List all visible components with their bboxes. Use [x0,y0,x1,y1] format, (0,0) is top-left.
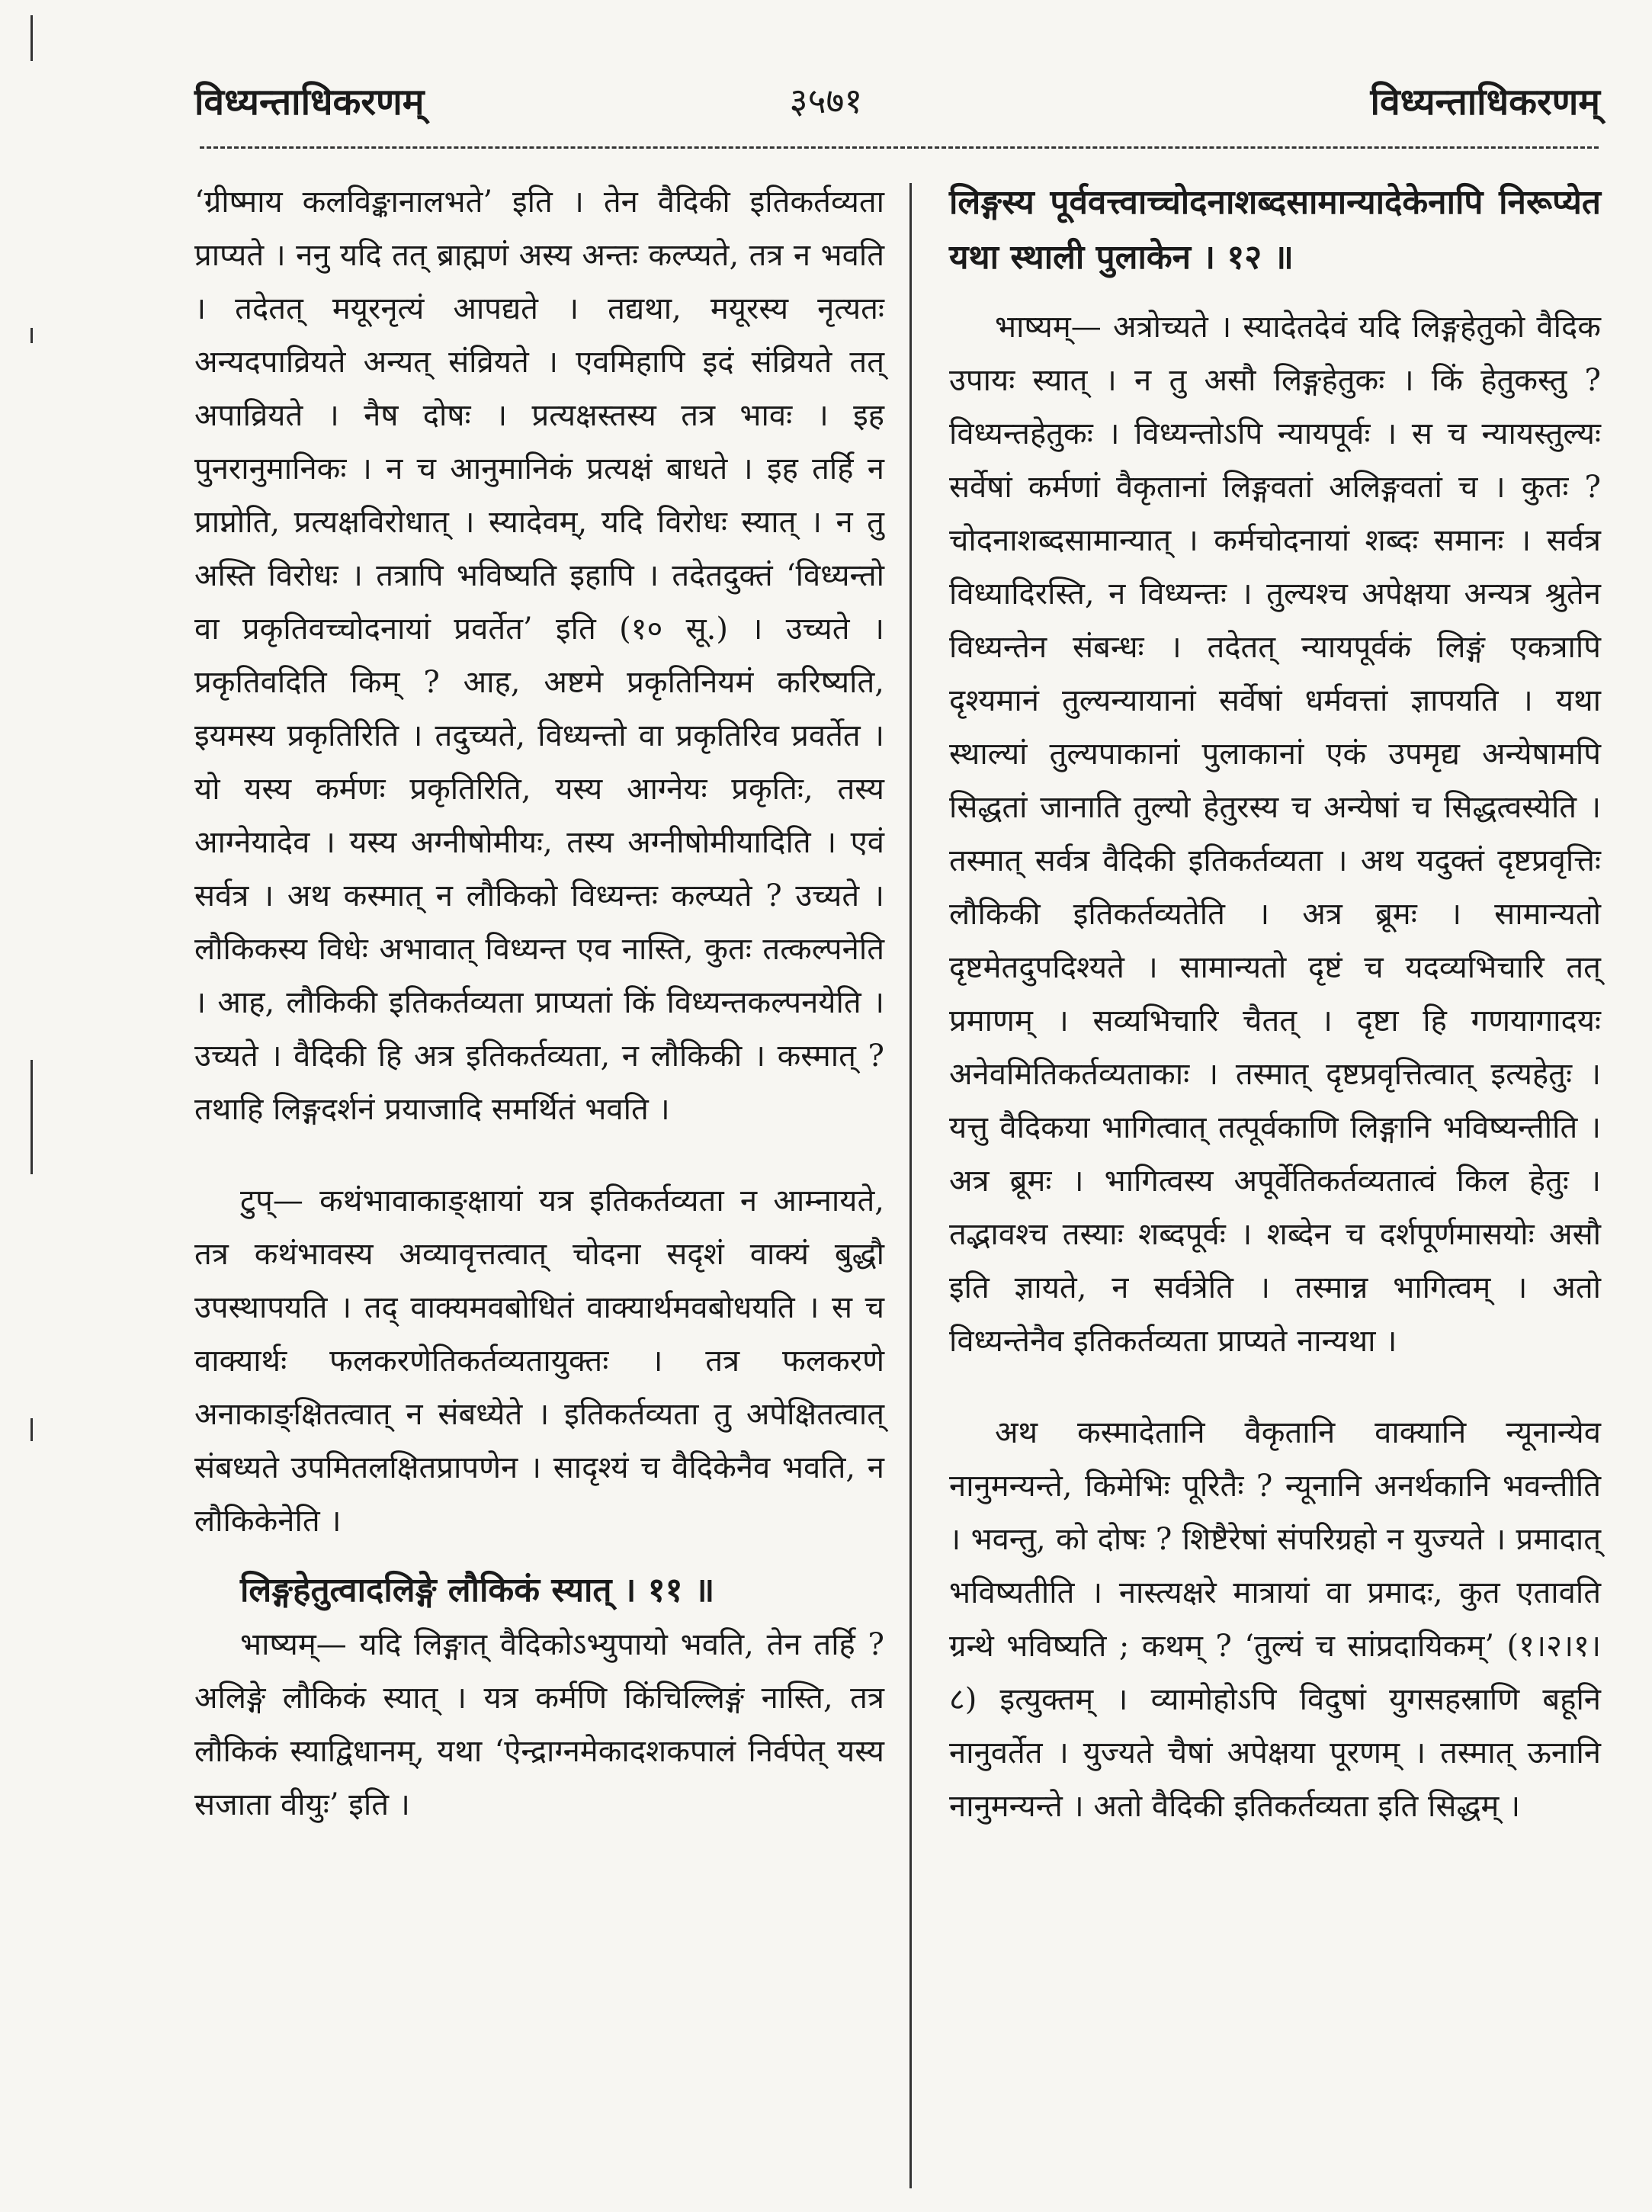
page-header [0,76,1652,137]
sutra-11: लिङ्गहेतुत्वादलिङ्गे लौकिकं स्यात् । ११ ॥ [240,1571,715,1610]
right-paragraph: अथ कस्मादेतानि वैकृतानि वाक्यानि न्यूनान्येव नानुमन्यन्ते, किमेभिः पूरितैः ? न्यूनानि अनर्थकानि भवन्तीति । भवन्तु, को दोषः ? शिष्टैरेषां संपरिग्रहो न युज्यते । प्रमादात् भविष्यतीति । नास्त्यक्षरे मात्रायां वा प्रमादः, कुत एतावति ग्रन्थे भविष्यति ; कथम् ? ‘तुल्यं च सांप्रदायिकम्’ (१।२।१।८) इत्युक्तम् । व्यामोहोऽपि विदुषां युगसहस्राणि बहूनि नानुवर्तेत । युज्यते चैषां अपेक्षया पूरणम् । तस्मात् ऊनानि नानुमन्यन्ते । अतो वैदिकी इतिकर्तव्यता इति सिद्धम् । [949,1415,1601,1824]
left-column [194,175,884,1832]
margin-mark [30,328,33,343]
column-divider [909,183,912,2188]
margin-mark [30,15,33,61]
left-paragraph: ‘ग्रीष्माय कलविङ्कानालभते’ इति । तेन वैदिकी इतिकर्तव्यता प्राप्यते । ननु यदि तत् ब्राह्मणं अस्य अन्तः कल्प्यते, तत्र न भवति । तदेतत् मयूरनृत्यं आपद्यते । तद्यथा, मयूरस्य नृत्यतः अन्यदपाव्रियते अन्यत् संव्रियते । एवमिहापि इदं संव्रियते तत् अपाव्रियते । नैष दोषः । प्रत्यक्षस्तस्य तत्र भावः । इह पुनरानुमानिकः । न च आनुमानिकं प्रत्यक्षं बाधते । इह तर्हि न प्राप्नोति, प्रत्यक्षविरोधात् । स्यादेवम्, यदि विरोधः स्यात् । न तु अस्ति विरोधः । तत्रापि भविष्यति इहापि । तदेतदुक्तं ‘विध्यन्तो वा प्रकृतिवच्चोदनायां प्रवर्तेत’ इति (१० सू.) । उच्यते । प्रकृतिवदिति किम् ? आह, अष्टमे प्रकृतिनियमं करिष्यति, इयमस्य प्रकृतिरिति । तदुच्यते, विध्यन्तो वा प्रकृतिरिव प्रवर्तेत । यो यस्य कर्मणः प्रकृतिरिति, यस्य आग्नेयः प्रकृतिः, तस्य आग्नेयादेव । यस्य अग्नीषोमीयः, तस्य अग्नीषोमीयादिति । एवं सर्वत्र । अथ कस्मात् न लौकिको विध्यन्तः कल्प्यते ? उच्यते । लौकिकस्य विधेः अभावात् विध्यन्त एव नास्ति, कुतः तत्कल्पनेति । आह, लौकिकी इतिकर्तव्यता प्राप्यतां किं विध्यन्तकल्पनयेति । उच्यते । वैदिकी हि अत्र इतिकर्तव्यता, न लौकिकी । कस्मात् ? तथाहि लिङ्गदर्शनं प्रयाजादि समर्थितं भवति । [194,185,884,1127]
bhashya-12: भाष्यम्— अत्रोच्यते । स्यादेतदेवं यदि लिङ्गहेतुको वैदिक उपायः स्यात् । न तु असौ लिङ्गहेतुकः । किं हेतुकस्तु ? विध्यन्तहेतुकः । विध्यन्तोऽपि न्यायपूर्वः । स च न्यायस्तुल्यः सर्वेषां कर्मणां वैकृतानां लिङ्गवतां अलिङ्गवतां च । कुतः ? चोदनाशब्दसामान्यात् । कर्मचोदनायां शब्दः समानः । सर्वत्र विध्यादिरस्ति, न विध्यन्तः । तुल्यश्च अपेक्षया अन्यत्र श्रुतेन विध्यन्तेन संबन्धः । तदेतत् न्यायपूर्वकं लिङ्गं एकत्रापि दृश्यमानं तुल्यन्यायानां सर्वेषां धर्मवत्तां ज्ञापयति । यथा स्थाल्यां तुल्यपाकानां पुलाकानां एकं उपमृद्य अन्येषामपि सिद्धतां जानाति तुल्यो हेतुरस्य च अन्येषां च सिद्धत्वस्येति । तस्मात् सर्वत्र वैदिकी इतिकर्तव्यता । अथ यदुक्तं दृष्टप्रवृत्तिः लौकिकी इतिकर्तव्यतेति । अत्र ब्रूमः । सामान्यतो दृष्टमेतदुपदिश्यते । सामान्यतो दृष्टं च यदव्यभिचारि तत् प्रमाणम् । सव्यभिचारि चैतत् । दृष्टा हि गणयागादयः अनेवमितिकर्तव्यताकाः । तस्मात् दृष्टप्रवृत्तित्वात् इत्यहेतुः । यत्तु वैदिकया भागित्वात् तत्पूर्वकाणि लिङ्गानि भविष्यन्तीति । अत्र ब्रूमः । भागित्वस्य अपूर्वेतिकर्तव्यतात्वं किल हेतुः । तद्भावश्च तस्याः शब्दपूर्वः । शब्देन च दर्शपूर्णमासयोः असौ इति ज्ञायते, न सर्वत्रेति । तस्मान्न भागित्वम् । अतो विध्यन्तेनैव इतिकर्तव्यता प्राप्यते नान्यथा । [949,310,1601,1359]
header-right-title: विध्यन्ताधिकरणम् [1370,81,1600,124]
right-column [949,175,1601,1833]
sutra-12: लिङ्गस्य पूर्ववत्त्वाच्चोदनाशब्दसामान्यादेकेनापि निरूप्येत यथा स्थाली पुलाकेन । १२ ॥ [949,183,1601,277]
margin-mark [30,1060,33,1174]
header-left-title: विध्यन्ताधिकरणम् [194,81,425,124]
header-rule [200,146,1599,149]
tup-paragraph: टुप्— कथंभावाकाङ्क्षायां यत्र इतिकर्तव्यता न आम्नायते, तत्र कथंभावस्य अव्यावृत्तत्वात् चोदना सदृशं वाक्यं बुद्धौ उपस्थापयति । तद् वाक्यमवबोधितं वाक्यार्थमवबोधयति । स च वाक्यार्थः फलकरणेतिकर्तव्यतायुक्तः । तत्र फलकरणे अनाकाङ्क्षितत्वात् न संबध्येते । इतिकर्तव्यता तु अपेक्षितत्वात् संबध्यते उपमितलक्षितप्रापणेन । सादृश्यं च वैदिकेनैव भवति, न लौकिकेनेति । [194,1183,884,1539]
page-number: ३५७१ [789,80,863,121]
margin-mark [30,1418,33,1441]
bhashya-11: भाष्यम्— यदि लिङ्गात् वैदिकोऽभ्युपायो भवति, तेन तर्हि ? अलिङ्गे लौकिकं स्यात् । यत्र कर्मणि किंचिल्लिङ्गं नास्ति, तत्र लौकिकं स्याद्विधानम्, यथा ‘ऐन्द्राग्नमेकादशकपालं निर्वपेत् यस्य सजाता वीयुः’ इति । [194,1627,884,1822]
